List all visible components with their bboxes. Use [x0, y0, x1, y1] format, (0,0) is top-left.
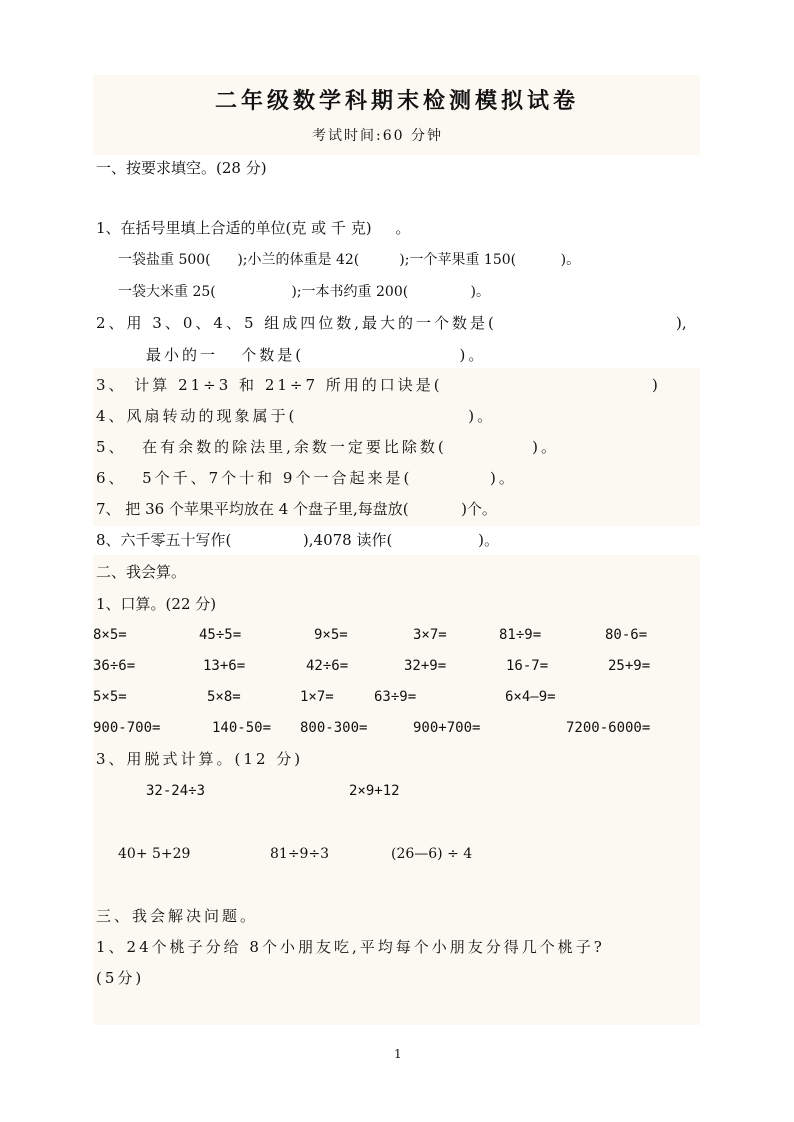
- s3-q1-line1: 1、24个桃子分给 8个小朋友吃,平均每个小朋友分得几个桃子?: [96, 938, 605, 956]
- oral-item: 7200-6000=: [566, 720, 651, 736]
- oral-item: 8×5=: [93, 627, 127, 643]
- step-item: 2×9+12: [349, 783, 400, 799]
- q6-text: 6、 5个千、7个十和 9个一合起来是( )。: [96, 469, 517, 487]
- oral-item: 16-7=: [506, 658, 549, 674]
- step-item: 81÷9÷3: [270, 846, 330, 862]
- step-item: 32-24÷3: [146, 783, 206, 799]
- oral-item: 5×8=: [207, 689, 241, 705]
- oral-item: 900+700=: [413, 720, 481, 736]
- oral-item: 5×5=: [93, 689, 127, 705]
- oral-item: 140-50=: [212, 720, 272, 736]
- q7-text: 7、 把 36 个苹果平均放在 4 个盘子里,每盘放( )个。: [96, 500, 497, 518]
- q8-text: 8、六千零五十写作( ),4078 读作( )。: [96, 531, 500, 549]
- q2-line1: 2、用 3、0、4、5 组成四位数,最大的一个数是(: [96, 314, 497, 332]
- oral-item: 63÷9=: [374, 689, 417, 705]
- step-heading: 3、用脱式计算。(12 分): [96, 750, 304, 768]
- oral-item: 1×7=: [300, 689, 334, 705]
- q1-line2: 一袋大米重 25( );一本书约重 200( )。: [118, 284, 490, 300]
- oral-item: 13+6=: [203, 658, 246, 674]
- oral-item: 900-700=: [93, 720, 161, 736]
- page-number: 1: [394, 1047, 402, 1061]
- step-item: (26—6) ÷ 4: [391, 846, 473, 862]
- section3-heading: 三、我会解决问题。: [96, 907, 259, 925]
- oral-item: 9×5=: [314, 627, 348, 643]
- q5-text: 5、 在有余数的除法里,余数一定要比除数( )。: [96, 438, 560, 456]
- q3-end: ): [652, 376, 658, 394]
- oral-item: 800-300=: [300, 720, 368, 736]
- s3-q1-line2: (5分): [96, 969, 145, 987]
- oral-item: 6×4—9=: [505, 689, 556, 705]
- q4-text: 4、风扇转动的现象属于( )。: [96, 407, 496, 425]
- oral-item: 3×7=: [413, 627, 447, 643]
- oral-item: 45÷5=: [199, 627, 242, 643]
- oral-item: 32+9=: [404, 658, 447, 674]
- q1-line1: 一袋盐重 500( );小兰的体重是 42( );一个苹果重 150( )。: [118, 252, 581, 268]
- section2-heading: 二、我会算。: [96, 563, 187, 581]
- q2-line2: 最小的一 个数是( )。: [146, 346, 487, 364]
- page-title: 二年级数学科期末检测模拟试卷: [215, 88, 580, 114]
- oral-item: 25+9=: [608, 658, 651, 674]
- section1-heading: 一、按要求填空。(28 分): [96, 159, 267, 177]
- q3-text: 3、 计算 21÷3 和 21÷7 所用的口诀是(: [96, 376, 443, 394]
- exam-time: 考试时间:60 分钟: [312, 128, 443, 144]
- q2-line1-end: ),: [676, 314, 687, 332]
- q1-stem: 1、在括号里填上合适的单位(克 或 千 克) 。: [96, 219, 411, 237]
- oral-heading: 1、口算。(22 分): [96, 595, 217, 613]
- oral-item: 36÷6=: [93, 658, 136, 674]
- oral-item: 81÷9=: [499, 627, 542, 643]
- oral-item: 42÷6=: [306, 658, 349, 674]
- step-item: 40+ 5+29: [118, 846, 191, 862]
- oral-item: 80-6=: [605, 627, 648, 643]
